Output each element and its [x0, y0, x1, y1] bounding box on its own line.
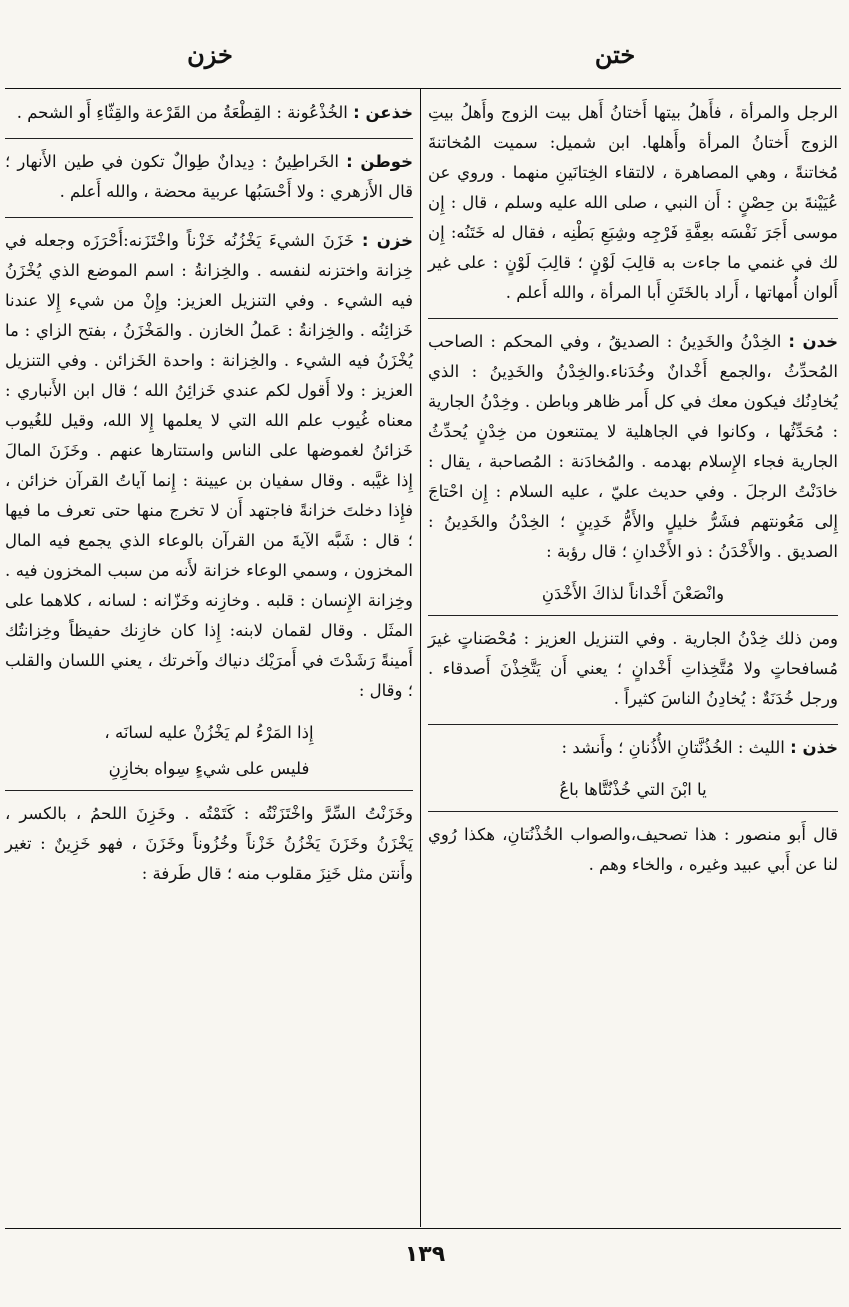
- header-rule: [5, 88, 841, 89]
- entry-text: ومن ذلك خِدْنُ الجارية . وفي التنزيل العزيز : مُحْصَناتٍ غيرَ مُسافحاتٍ ولا مُتَّخِذاتِ أَخْدانٍ ؛ يعني أَن يَتَّخِذْنَ أَصدقاء . ورجل خُدَنَةٌ : يُخادِنُ الناسَ كثيراً .: [428, 629, 838, 708]
- entry-khdhan: [5, 98, 413, 134]
- verse-line: فليس على شيءٍ سِواه بخازِنِ: [108, 759, 310, 778]
- entry-separator: [5, 790, 413, 791]
- entry-text: الخِدْنُ والخَدِينُ : الصديقُ ، وفي المحكم : الصاحب المُحدِّثُ ،والجمع أَخْدانٌ وخُدَناء.والخِدْنُ والخَدِينُ : الذي يُخادِنُك فيكون معك في كل أَمر ظاهر وباطن . وخِدْنُ الجارية : مُحَدِّثُها ، وكانوا في الجاهلية لا يمتنعون من خِدْنٍ يُحدِّثُ الجارية فجاء الإِسلام بهدمه . والمُخادَنة : المُصاحبة ، يقال : خادَنْتُ الرجلَ . وفي حديث عليّ ، عليه السلام : إِن احْتاجَ إِلى مَعُونتهم فشَرُّ خليلٍ والأَمُّ خَدِينٍ ؛ الخِدْنُ والخَدِينُ : الصديق . والأَخْدَنُ : ذو الأَخْدانِ ؛ قال رؤبة :: [428, 332, 838, 561]
- entry-khdn-continued: [428, 624, 838, 720]
- column-divider: [420, 89, 421, 1227]
- entry-text: الليث : الخُذُنَّتانِ الأُذُنانِ ؛ وأَنشد :: [561, 738, 785, 757]
- running-header-left: خزن: [187, 40, 233, 69]
- right-column: [428, 98, 838, 886]
- entry-khzn: [5, 226, 413, 712]
- entry-separator: [428, 811, 838, 812]
- running-header-right: ختن: [594, 40, 636, 69]
- headword: خذن :: [790, 738, 838, 757]
- entry-text: قال أَبو منصور : هذا تصحيف،والصواب الخُذْنُتانِ، هكذا رُوي لنا عن أَبي عبيد وغيره ، والخاء وهم .: [428, 825, 838, 874]
- entry-text: الرجل والمرأة ، فأَهلُ بيتها أَختانُ أَهل بيت الزوج وأَهلُ بيتِ الزوج أَختانُ المرأة وأَهلها. ابن شميل: سميت المُخاتنةَ مُخاتنةً ، وهي المصاهرة ، لالتقاء الخِتانَينِ منهما . وروي عن عُيَيْنةَ بن حِصْنٍ : أَن النبي ، صلى الله عليه وسلم ، قال : إِن موسى أَجَرَ نَفْسَه بعِفَّةِ فَرْجِه وشِبَعِ بَطْنِه ، فقال له خَتَنُه: إِن لك في غنمي ما جاءت به قالِبَ لَوْنٍ ؛ قالِبَ لَوْنٍ : على غير أَلوان أُمهاتها ، أَراد بالخَتَنِ أَبا المرأة ، والله أَعلم .: [428, 103, 838, 302]
- headword: خدن :: [788, 332, 838, 351]
- page-number: ١٣٩: [404, 1242, 446, 1267]
- verse-line: وانْصَعْنَ أَخْداناً لذاكَ الأَخْدَنِ: [541, 584, 725, 603]
- footer-rule: [5, 1228, 841, 1229]
- entry-khwtn: [5, 147, 413, 213]
- entry-khdhn-continued: [428, 820, 838, 886]
- entry-text: وخَزَنْتُ السِّرَّ واخْتَزَنْتُه : كَتَمْتُه . وخَزِنَ اللحمُ ، بالكسر ، يَخْزَنُ وخَزَنَ يَخْزُنُ خَزْناً وخُزُوناً وخَزَنَ ، فهو خَزِينٌ : تغير وأَنتن مثل خَنِزَ مقلوب منه ؛ قال طَرفة :: [5, 804, 413, 883]
- entry-khdn: [428, 327, 838, 573]
- entry-text: خَزَنَ الشيءَ يَخْزُنُه خَزْناً واخْتَزَنه:أَحْرَزَه وجعله في خِزانة واختزنه لنفسه . والخِزانةُ : اسم الموضع الذي يُخْزَنُ فيه الشيء . وفي التنزيل العزيز: وإِنْ من شيء إِلا عندنا خَزائِنُه . والخِزانةُ : عَملُ الخازن . والمَخْزَنُ ، بفتح الزاي : ما يُخْزَنُ فيه الشيء . والخِزانة : واحدة الخَزائن . وفي التنزيل العزيز : ولا أَقول لكم عندي خَزائِنُ الله ؛ قال ابن الأَنباري : معناه غُيوب علم الله التي لا يعلمها إِلا الله، وقيل للغُيوب خَزائنُ لغموضها على الناس واستتارها عنهم . وخَزَنَ المالَ إِذا غيَّبه . وقال سفيان بن عيينة : إِنما آياتُ القرآن خزائن ، فإِذا دخلتَ خزانةً فاجتهد أَن لا تخرج منها حتى تعرف ما فيها ؛ قال : شَبَّه الآيةَ من القرآن بالوعاء الذي يجمع فيه المال المخزون ، وسمي الوعاء خزانة لأَنه من سبب المخزون فيه . وخِزانة الإِنسان : قلبه . وخازِنه وخَزّانه : لسانه ، كلاهما على المثَل . وقال لقمان لابنه: إِذا كان خازِنك حفيظاً وخِزانتُك أَمينةً رَشَدْتَ في أَمرَيْك دنياك وآخرتك ، يعني اللسان والقلب ؛ وقال :: [5, 231, 413, 700]
- entry-separator: [5, 138, 413, 139]
- verse-line: إِذا المَرْءُ لم يَخْزُنْ عليه لسانَه ،: [104, 723, 314, 742]
- verse-line: يا ابْنَ التي خُذْنُتَّاها باعُ: [559, 780, 707, 799]
- headword: خوطن :: [346, 152, 414, 171]
- headword: خزن :: [361, 231, 413, 250]
- entry-separator: [428, 318, 838, 319]
- entry-khzn-continued: [5, 799, 413, 895]
- entry-separator: [428, 724, 838, 725]
- entry-text: الخُذْعُونة : القِطْعَةُ من القَرْعة والقِثّاءِ أَو الشحم .: [16, 103, 348, 122]
- headword: خذعن :: [353, 103, 413, 122]
- entry-text: الخَراطِينُ : دِيدانٌ طِوالٌ تكون في طين الأَنهار ؛ قال الأَزهري : ولا أَحْسَبُها عربية محضة ، والله أَعلم .: [5, 152, 413, 201]
- entry-separator: [428, 615, 838, 616]
- entry-continuation: [428, 98, 838, 314]
- entry-separator: [5, 217, 413, 218]
- left-column: [5, 98, 413, 895]
- entry-khdhn: [428, 733, 838, 769]
